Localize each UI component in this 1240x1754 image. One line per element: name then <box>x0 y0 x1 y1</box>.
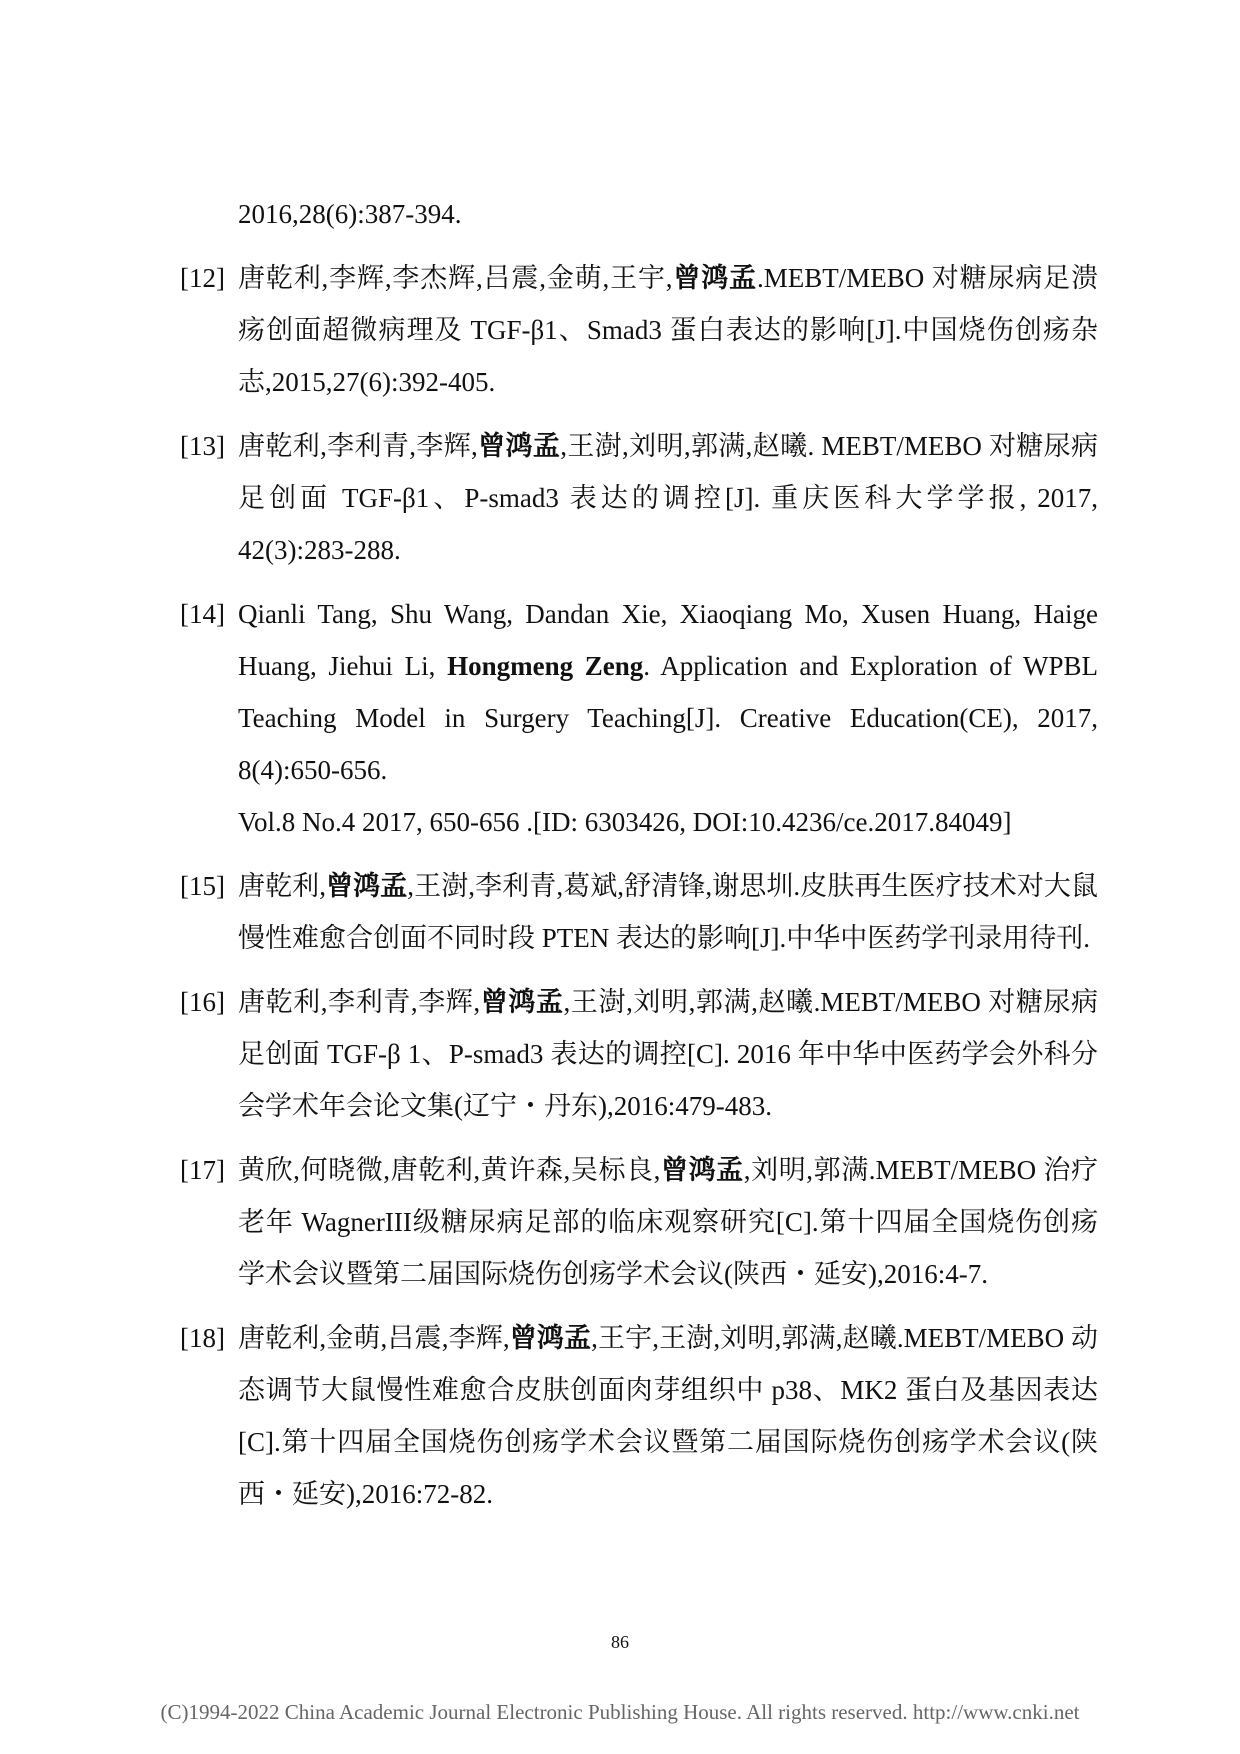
reference-segment: . Application and Exploration of WPBL Teaching Model in Surgery Teaching[J]. Creative Education(CE), 2017, 8(4):650-656. <box>238 651 1098 785</box>
reference-text <box>238 420 1098 576</box>
page-number: 86 <box>611 1632 629 1652</box>
reference-segment: 唐乾利,李利青,李辉, <box>238 431 478 461</box>
reference-text <box>238 1312 1098 1520</box>
reference-continuation: 2016,28(6):387-394. <box>238 199 462 229</box>
reference-segment: ,王宇,王澍,刘明,郭满,赵曦.MEBT/MEBO 动态调节大鼠慢性难愈合皮肤创面肉芽组织中 p38、MK2 蛋白及基因表达[C].第十四届全国烧伤创疡学术会议暨第二届国际烧伤创疡学术会议(陕西・延安),2016:72-82. <box>238 1323 1099 1509</box>
reference-number: [14] <box>180 599 225 629</box>
reference-number: [16] <box>180 987 225 1017</box>
reference-segment: 唐乾利, <box>238 871 326 901</box>
reference-number: [13] <box>180 431 225 461</box>
reference-segment: ,刘明,郭满.MEBT/MEBO 治疗老年 WagnerIII级糖尿病足部的临床观察研究[C].第十四届全国烧伤创疡学术会议暨第二届国际烧伤创疡学术会议(陕西・延安),2016:4-7. <box>238 1155 1099 1289</box>
reference-number: [15] <box>180 871 225 901</box>
reference-item <box>180 1144 1098 1300</box>
reference-segment: 唐乾利,李辉,李杰辉,吕震,金萌,王宇, <box>238 263 673 293</box>
reference-item <box>180 976 1098 1132</box>
reference-number: [17] <box>180 1155 225 1185</box>
reference-segment: .MEBT/MEBO 对糖尿病足溃疡创面超微病理及 TGF-β1、Smad3 蛋白表达的影响[J].中国烧伤创疡杂志,2015,27(6):392-405. <box>238 263 1099 397</box>
reference-number: [12] <box>180 263 225 293</box>
reference-number: [18] <box>180 1323 225 1353</box>
reference-item <box>180 1312 1098 1520</box>
reference-item <box>180 420 1098 576</box>
reference-text <box>238 252 1098 408</box>
reference-extra-info: Vol.8 No.4 2017, 650-656 .[ID: 6303426, DOI:10.4236/ce.2017.84049] <box>238 807 1012 837</box>
copyright-footer: (C)1994-2022 China Academic Journal Electronic Publishing House. All rights reserved. http://www.cnki.net <box>160 1700 1080 1724</box>
highlighted-author: 曾鸿孟 <box>660 1155 744 1185</box>
reference-item <box>180 588 1098 848</box>
highlighted-author: Hongmeng Zeng <box>447 651 644 681</box>
highlighted-author: 曾鸿孟 <box>480 987 564 1017</box>
reference-text <box>238 1144 1098 1300</box>
reference-item <box>180 252 1098 408</box>
highlighted-author: 曾鸿孟 <box>477 431 561 461</box>
reference-items <box>180 252 1098 1520</box>
reference-segment: Qianli Tang, Shu Wang, Dandan Xie, Xiaoqiang Mo, Xusen Huang, Haige Huang, Jiehui Li, <box>238 599 1098 681</box>
highlighted-author: 曾鸿孟 <box>672 263 757 293</box>
reference-list <box>180 188 1098 1520</box>
reference-segment: ,王澍,刘明,郭满,赵曦.MEBT/MEBO 对糖尿病足创面 TGF-β 1、P-smad3 表达的调控[C]. 2016 年中华中医药学会外科分会学术年会论文集(辽宁・丹东),2016:479-483. <box>238 987 1099 1121</box>
reference-text <box>238 976 1098 1132</box>
reference-segment: ,王澍,刘明,郭满,赵曦. MEBT/MEBO 对糖尿病足创面 TGF-β1、P-smad3 表达的调控[J]. 重庆医科大学学报, 2017, 42(3):283-288. <box>238 431 1099 565</box>
reference-segment: 唐乾利,金萌,吕震,李辉, <box>238 1323 510 1353</box>
highlighted-author: 曾鸿孟 <box>509 1323 592 1353</box>
reference-segment: 唐乾利,李利青,李辉, <box>238 987 481 1017</box>
reference-segment: ,王澍,李利青,葛斌,舒清锋,谢思圳.皮肤再生医疗技术对大鼠慢性难愈合创面不同时段 PTEN 表达的影响[J].中华中医药学刊录用待刊. <box>238 871 1099 953</box>
highlighted-author: 曾鸿孟 <box>325 871 408 901</box>
reference-text <box>238 588 1098 796</box>
reference-text <box>238 860 1098 964</box>
reference-segment: 黄欣,何晓微,唐乾利,黄许森,吴标良, <box>238 1155 661 1185</box>
reference-item <box>180 860 1098 964</box>
